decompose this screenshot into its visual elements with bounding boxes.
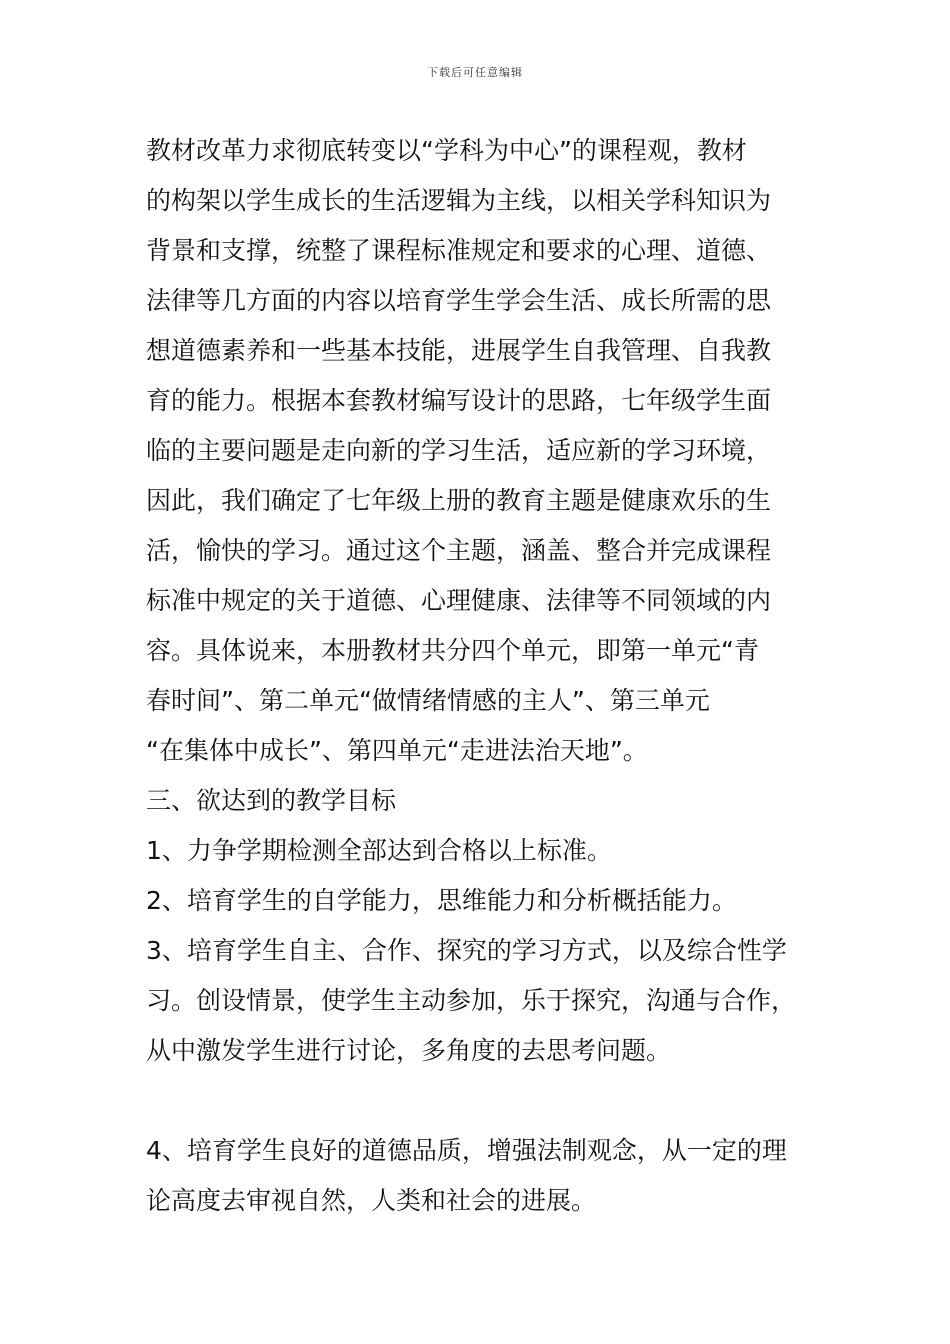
section-heading: 三、欲达到的教学目标 — [146, 786, 397, 815]
body-line: 教材改革力求彻底转变以“学科为中心”的课程观，教材 — [146, 136, 747, 165]
body-line: 容。具体说来，本册教材共分四个单元，即第一单元“青 — [146, 636, 759, 665]
goal-item: 2、培育学生的自学能力，思维能力和分析概括能力。 — [146, 886, 737, 915]
body-line: 育的能力。根据本套教材编写设计的思路，七年级学生面 — [146, 386, 772, 415]
goal-item-continued: 习。创设情景，使学生主动参加，乐于探究，沟通与合作， — [146, 986, 797, 1015]
goal-item-continued: 论高度去审视自然，人类和社会的进展。 — [146, 1186, 597, 1215]
body-line: 背景和支撑，统整了课程标准规定和要求的心理、道德、 — [146, 236, 772, 265]
goal-item: 1、力争学期检测全部达到合格以上标准。 — [146, 836, 612, 865]
body-line: 活，愉快的学习。通过这个主题，涵盖、整合并完成课程 — [146, 536, 772, 565]
body-line: 想道德素养和一些基本技能，进展学生自我管理、自我教 — [146, 336, 772, 365]
body-line: “在集体中成长”、第四单元“走进法治天地”。 — [146, 736, 648, 765]
goal-item: 4、培育学生良好的道德品质，增强法制观念，从一定的理 — [146, 1136, 787, 1165]
goal-item-continued: 从中激发学生进行讨论，多角度的去思考问题。 — [146, 1036, 672, 1065]
body-line: 法律等几方面的内容以培育学生学会生活、成长所需的思 — [146, 286, 772, 315]
body-line: 的构架以学生成长的生活逻辑为主线，以相关学科知识为 — [146, 186, 772, 215]
goal-item: 3、培育学生自主、合作、探究的学习方式，以及综合性学 — [146, 936, 787, 965]
page-header: 下载后可任意编辑 — [427, 66, 523, 79]
body-line: 因此，我们确定了七年级上册的教育主题是健康欢乐的生 — [146, 486, 772, 515]
body-line: 春时间”、第二单元“做情绪情感的主人”、第三单元 — [146, 686, 710, 715]
body-line: 临的主要问题是走向新的学习生活，适应新的学习环境， — [146, 436, 772, 465]
body-line: 标准中规定的关于道德、心理健康、法律等不同领域的内 — [146, 586, 772, 615]
